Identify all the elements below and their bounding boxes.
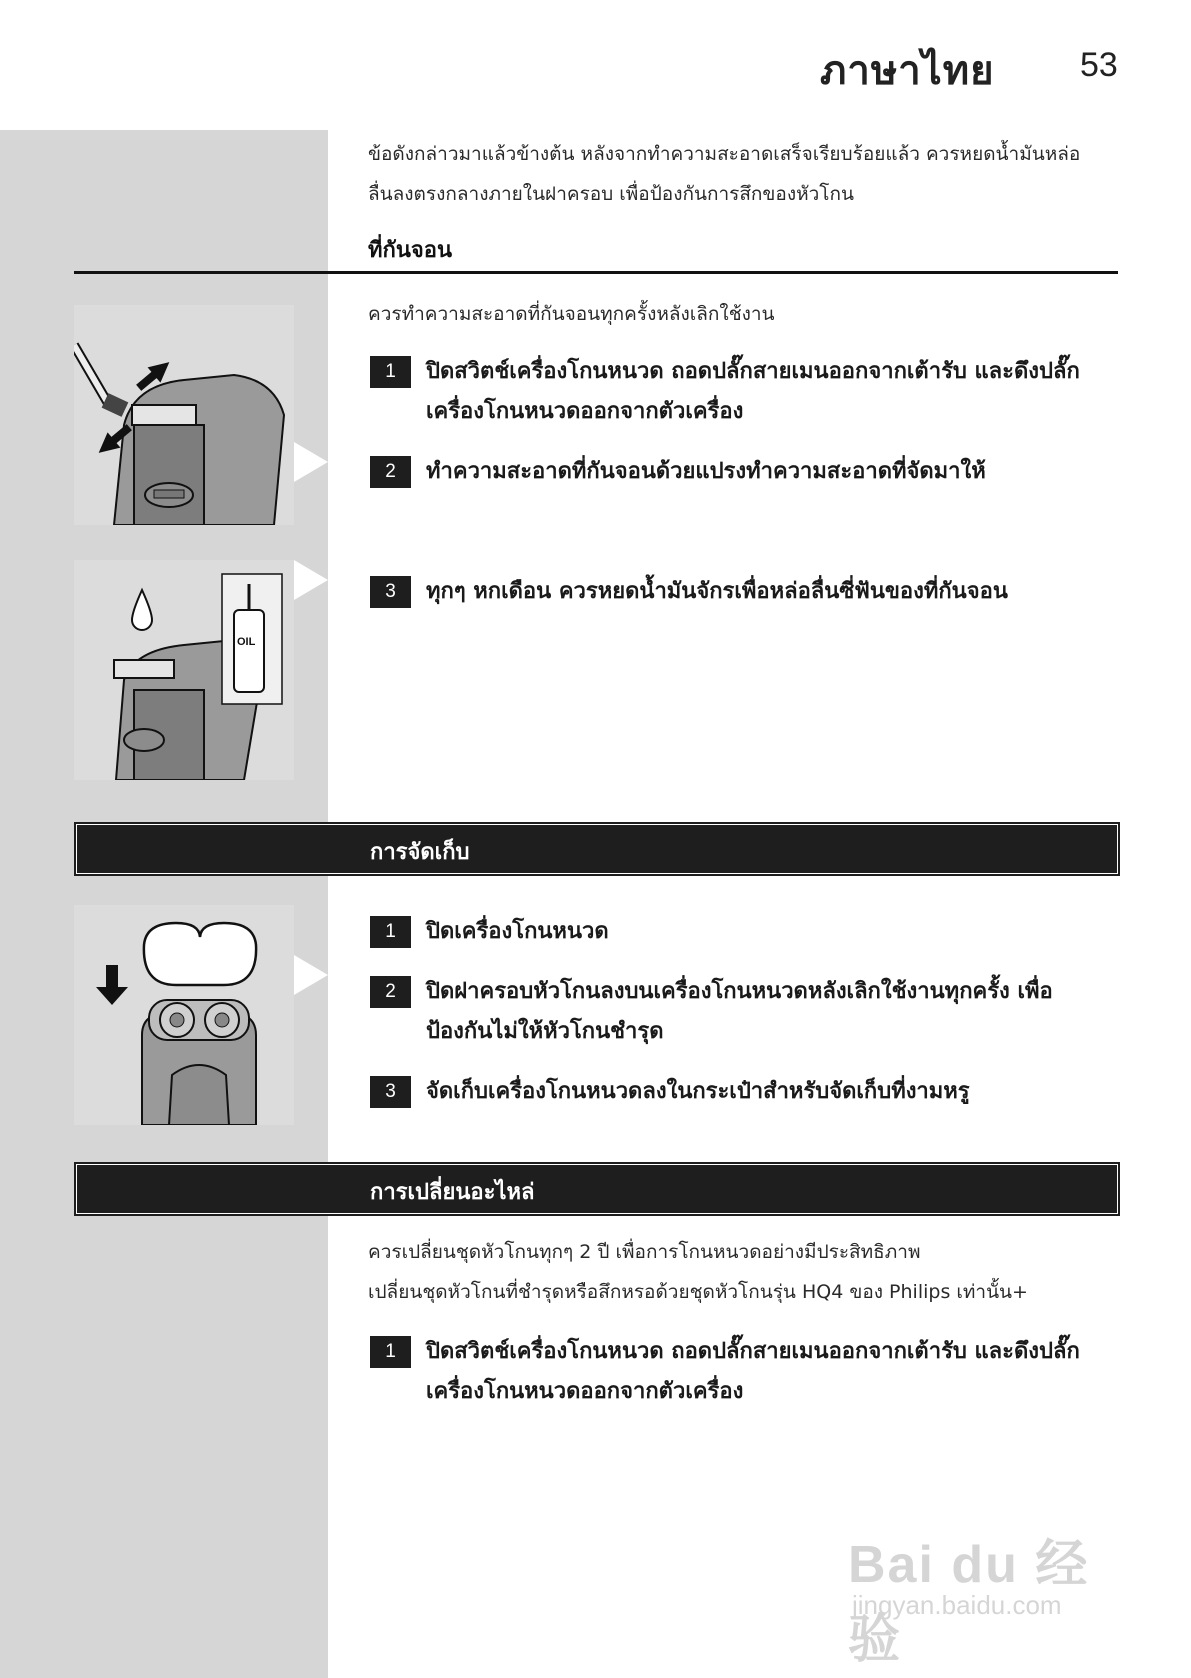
step-text: ปิดสวิตช์เครื่องโกนหนวด ถอดปลั๊กสายเมนออกจากเต้ารับ และดึงปลั๊กเครื่องโกนหนวดออกจากตัวเครื่อง: [426, 359, 1080, 424]
language-title: ภาษาไทย: [820, 48, 995, 94]
step-text: จัดเก็บเครื่องโกนหนวดลงในกระเป๋าสำหรับจัดเก็บที่งามหรู: [426, 1079, 970, 1104]
step-number-badge: 2: [370, 976, 411, 1008]
step-text: ปิดสวิตช์เครื่องโกนหนวด ถอดปลั๊กสายเมนออกจากเต้ารับ และดึงปลั๊กเครื่องโกนหนวดออกจากตัวเครื่อง: [426, 1339, 1080, 1404]
callout-pointer: [294, 442, 328, 482]
step-number-badge: 1: [370, 356, 411, 388]
replacement-line-1: ควรเปลี่ยนชุดหัวโกนทุกๆ 2 ปี เพื่อการโกนหนวดอย่างมีประสิทธิภาพ: [368, 1241, 921, 1263]
callout-pointer: [294, 560, 328, 600]
baidu-watermark-logo: [848, 1502, 1128, 1669]
step-text: ปิดเครื่องโกนหนวด: [426, 919, 609, 944]
illustration-oil-trimmer: [74, 560, 294, 780]
watermark-main-text: Bai du 经验: [848, 1536, 1090, 1669]
section-heading-trimmer: ที่กันจอน: [368, 238, 453, 263]
step-text: ทำความสะอาดที่กันจอนด้วยแปรงทำความสะอาดที่จัดมาให้: [426, 459, 986, 484]
step-number-badge: 1: [370, 1336, 411, 1368]
section-bar-storage: [74, 822, 1120, 876]
watermark-url-text: jingyan.baidu.com: [852, 1590, 1062, 1620]
step-number-badge: 3: [370, 1076, 411, 1108]
oil-label: OIL: [237, 636, 256, 648]
section-bar-replacement: [74, 1162, 1120, 1216]
illustration-brush-trimmer: [74, 305, 294, 525]
trimmer-note: ควรทำความสะอาดที่กันจอนทุกครั้งหลังเลิกใช้งาน: [368, 303, 775, 325]
callout-pointer: [294, 955, 328, 995]
intro-line-2: ลื่นลงตรงกลางภายในฝาครอบ เพื่อป้องกันการสึกของหัวโกน: [368, 183, 855, 205]
replacement-line-2: เปลี่ยนชุดหัวโกนที่ชำรุดหรือสึกหรอด้วยชุดหัวโกนรุ่น HQ4 ของ Philips เท่านั้น+: [368, 1281, 1028, 1303]
section-heading-storage: การจัดเก็บ: [370, 840, 470, 865]
intro-line-1: ข้อดังกล่าวมาแล้วข้างต้น หลังจากทำความสะอาดเสร็จเรียบร้อยแล้ว ควรหยดน้ำมันหล่อ: [368, 143, 1081, 165]
step-number-badge: 3: [370, 576, 411, 608]
step-text: ปิดฝาครอบหัวโกนลงบนเครื่องโกนหนวดหลังเลิกใช้งานทุกครั้ง เพื่อป้องกันไม่ให้หัวโกนชำรุด: [426, 979, 1053, 1044]
illustration-put-cap-on: [74, 905, 294, 1125]
page-number: 53: [1080, 46, 1118, 84]
section-heading-replacement: การเปลี่ยนอะไหล่: [370, 1180, 535, 1205]
section-rule: [74, 271, 1118, 274]
step-text: ทุกๆ หกเดือน ควรหยดน้ำมันจักรเพื่อหล่อลื่นซี่ฟันของที่กันจอน: [426, 579, 1008, 604]
step-number-badge: 2: [370, 456, 411, 488]
step-number-badge: 1: [370, 916, 411, 948]
